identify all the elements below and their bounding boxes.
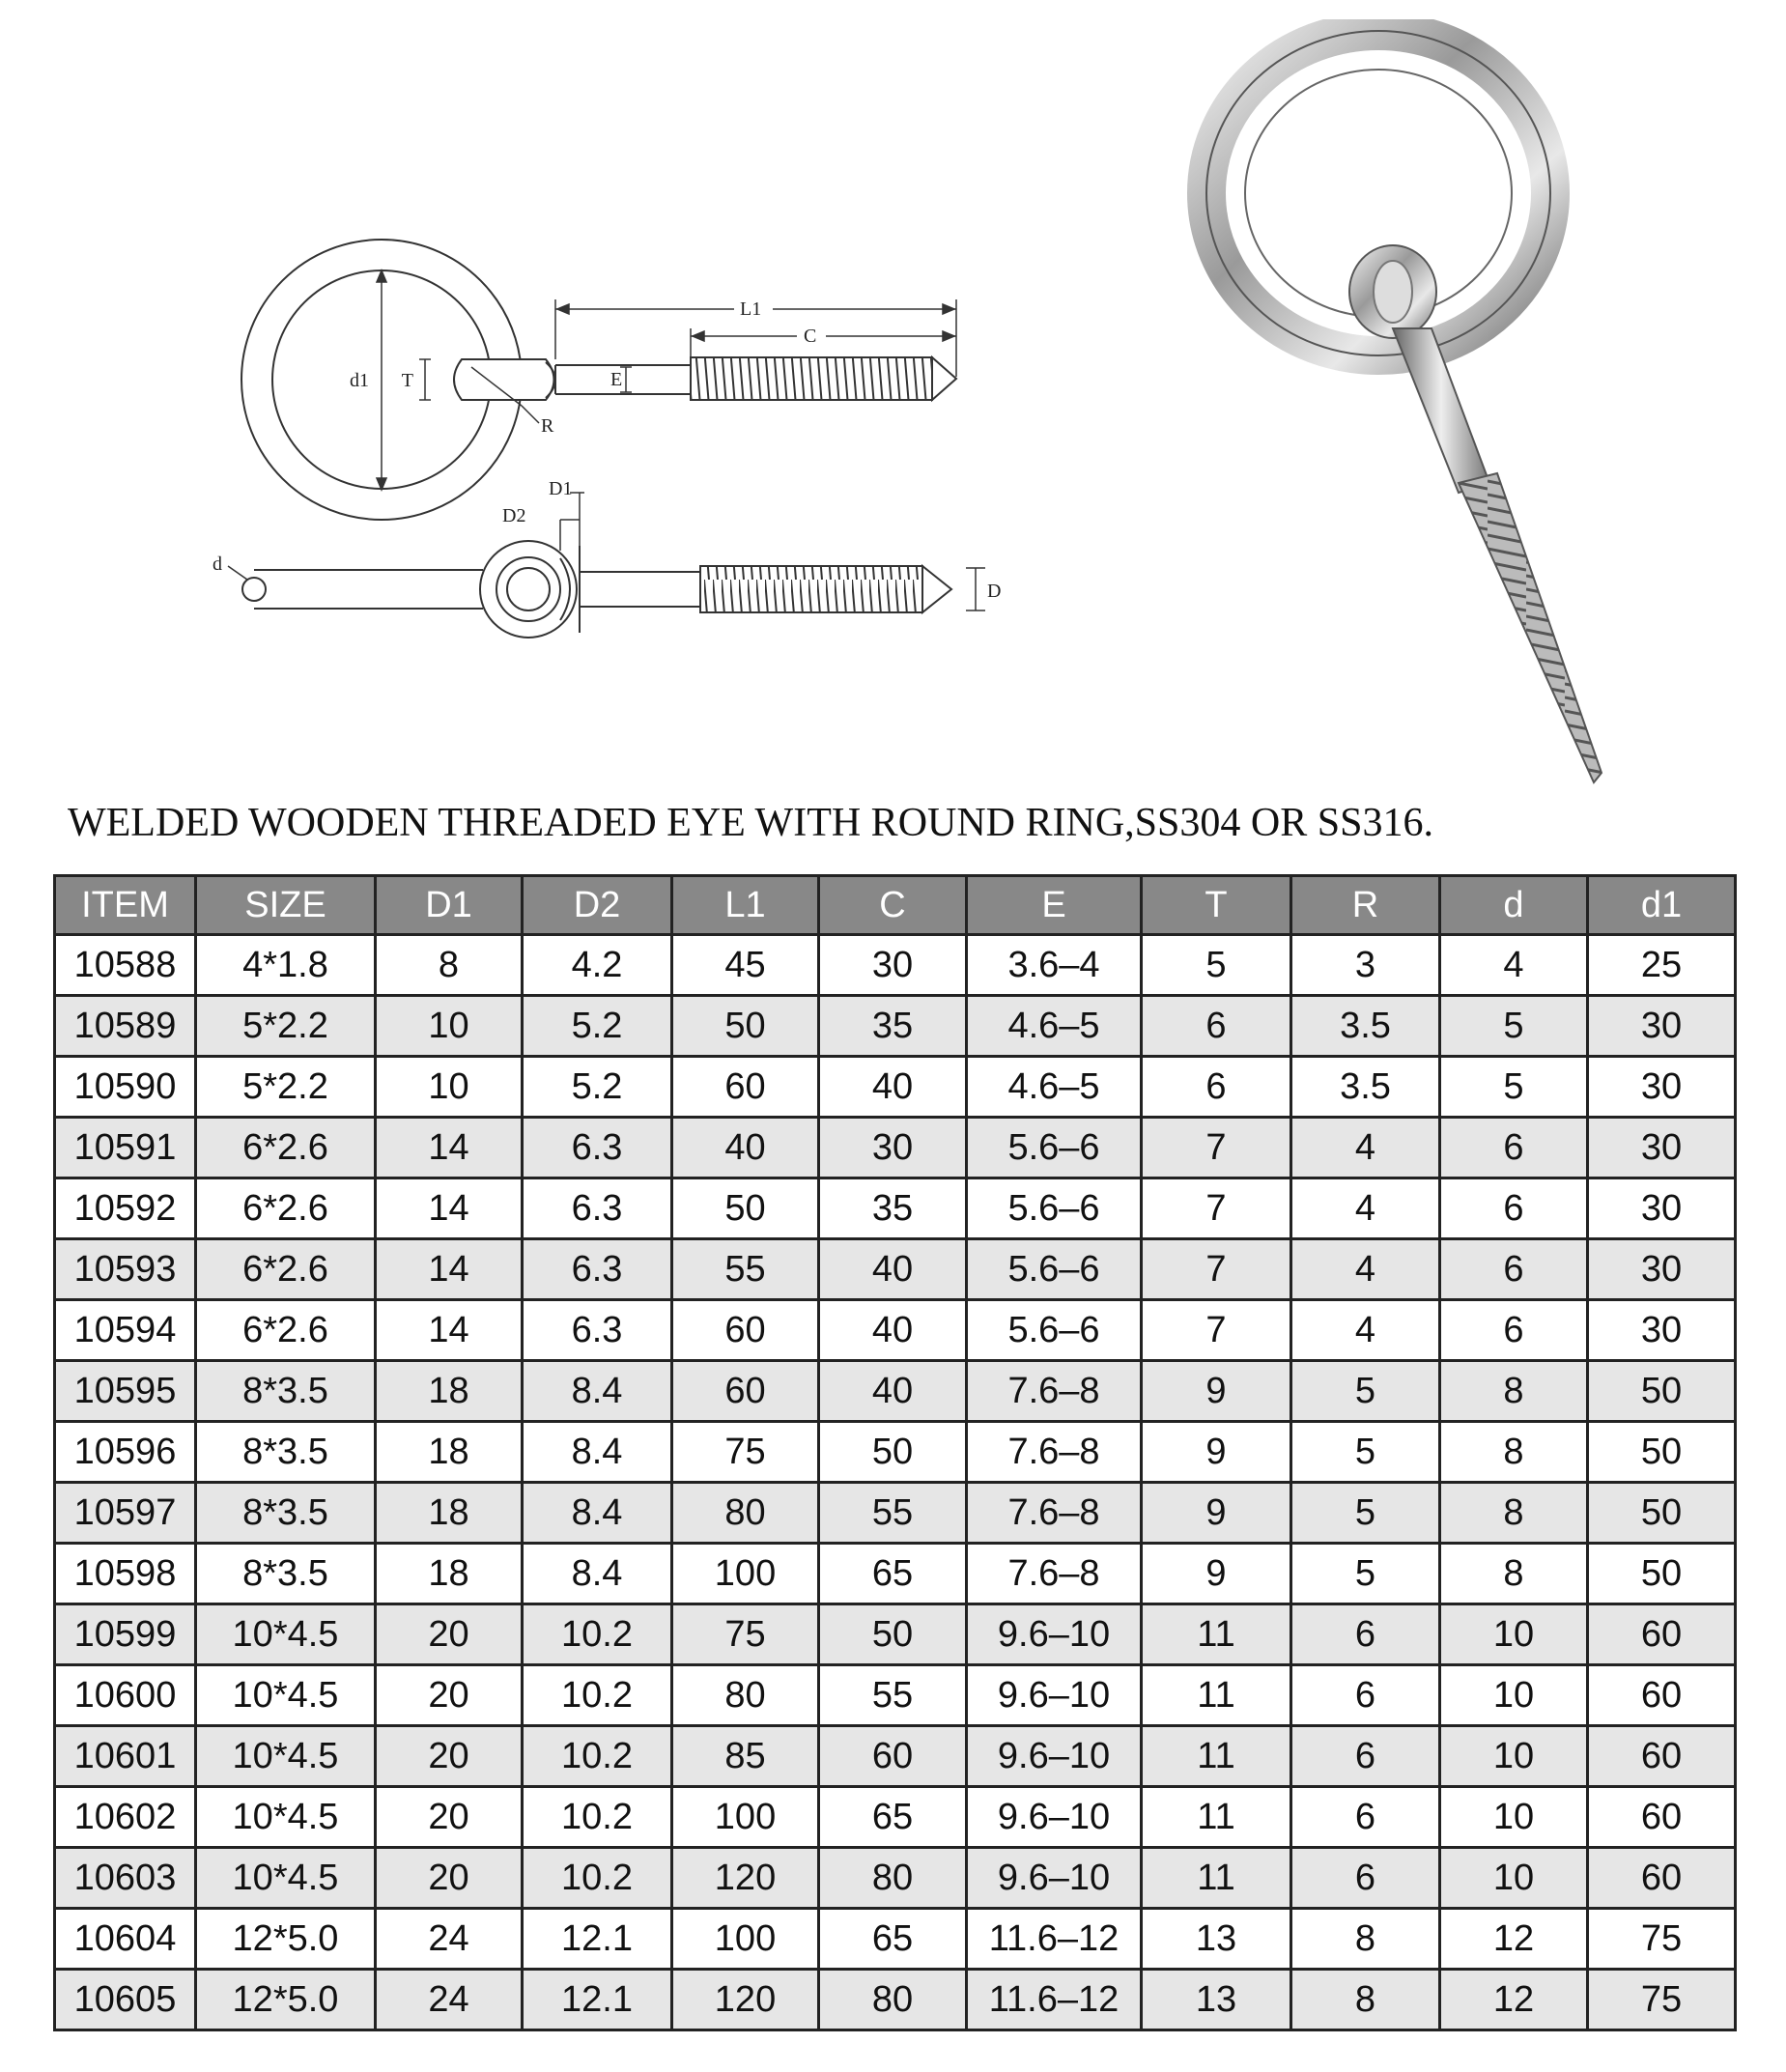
table-cell: 24 <box>376 1970 523 2030</box>
table-cell: 10.2 <box>523 1604 672 1665</box>
table-cell: 6.3 <box>523 1178 672 1239</box>
table-cell: 14 <box>376 1239 523 1300</box>
table-cell: 60 <box>672 1361 819 1422</box>
table-cell: 8 <box>1291 1909 1440 1970</box>
table-cell: 5*2.2 <box>196 996 376 1057</box>
table-row <box>55 1665 1736 1726</box>
header-d2: D2 <box>523 876 672 935</box>
table-cell: 10 <box>1440 1848 1588 1909</box>
table-cell: 50 <box>1588 1483 1736 1544</box>
table-row <box>55 1178 1736 1239</box>
label-C: C <box>804 326 817 347</box>
table-cell: 65 <box>819 1909 967 1970</box>
table-cell: 11 <box>1142 1665 1291 1726</box>
table-cell: 8.4 <box>523 1422 672 1483</box>
table-cell: 6.3 <box>523 1300 672 1361</box>
table-cell: 10589 <box>55 996 196 1057</box>
table-cell: 4 <box>1291 1239 1440 1300</box>
table-cell: 8 <box>1291 1970 1440 2030</box>
table-cell: 85 <box>672 1726 819 1787</box>
table-cell: 5 <box>1142 935 1291 996</box>
table-cell: 6 <box>1142 996 1291 1057</box>
table-cell: 9.6–10 <box>967 1787 1142 1848</box>
table-cell: 20 <box>376 1787 523 1848</box>
table-row <box>55 1848 1736 1909</box>
table-cell: 4 <box>1291 1178 1440 1239</box>
table-cell: 12 <box>1440 1909 1588 1970</box>
table-cell: 12*5.0 <box>196 1970 376 2030</box>
table-row <box>55 935 1736 996</box>
table-cell: 10*4.5 <box>196 1787 376 1848</box>
table-cell: 8*3.5 <box>196 1361 376 1422</box>
table-cell: 7 <box>1142 1300 1291 1361</box>
dim-d1 <box>377 270 386 490</box>
product-photo <box>1140 19 1681 811</box>
header-c: C <box>819 876 967 935</box>
table-cell: 3 <box>1291 935 1440 996</box>
table-cell: 10593 <box>55 1239 196 1300</box>
table-cell: 5 <box>1440 996 1588 1057</box>
table-cell: 6*2.6 <box>196 1118 376 1178</box>
table-cell: 40 <box>819 1361 967 1422</box>
table-cell: 8 <box>1440 1361 1588 1422</box>
header-r: R <box>1291 876 1440 935</box>
table-cell: 6 <box>1440 1300 1588 1361</box>
table-cell: 8 <box>1440 1544 1588 1604</box>
side-view <box>242 541 700 638</box>
table-cell: 3.6–4 <box>967 935 1142 996</box>
table-cell: 5.6–6 <box>967 1300 1142 1361</box>
table-cell: 20 <box>376 1848 523 1909</box>
table-row <box>55 996 1736 1057</box>
table-cell: 80 <box>819 1970 967 2030</box>
label-d: d <box>213 553 222 575</box>
table-cell: 10.2 <box>523 1787 672 1848</box>
table-cell: 60 <box>819 1726 967 1787</box>
table-cell: 13 <box>1142 1970 1291 2030</box>
label-d1: d1 <box>350 370 369 391</box>
table-cell: 7 <box>1142 1118 1291 1178</box>
table-cell: 6 <box>1291 1726 1440 1787</box>
table-cell: 10.2 <box>523 1726 672 1787</box>
table-cell: 10595 <box>55 1361 196 1422</box>
table-cell: 10599 <box>55 1604 196 1665</box>
table-cell: 13 <box>1142 1909 1291 1970</box>
table-cell: 30 <box>1588 1057 1736 1118</box>
table-cell: 4 <box>1291 1118 1440 1178</box>
table-cell: 9 <box>1142 1361 1291 1422</box>
table-cell: 9.6–10 <box>967 1604 1142 1665</box>
table-cell: 6 <box>1291 1665 1440 1726</box>
table-cell: 60 <box>1588 1848 1736 1909</box>
table-cell: 10597 <box>55 1483 196 1544</box>
table-cell: 4.2 <box>523 935 672 996</box>
table-cell: 6 <box>1291 1848 1440 1909</box>
table-cell: 11 <box>1142 1848 1291 1909</box>
table-cell: 40 <box>672 1118 819 1178</box>
label-D1: D1 <box>549 478 573 499</box>
table-cell: 5.2 <box>523 996 672 1057</box>
dim-T <box>419 359 431 400</box>
table-cell: 12.1 <box>523 1970 672 2030</box>
table-cell: 10594 <box>55 1300 196 1361</box>
table-cell: 50 <box>1588 1544 1736 1604</box>
spec-table <box>53 874 1737 2031</box>
table-cell: 7 <box>1142 1239 1291 1300</box>
table-cell: 7 <box>1142 1178 1291 1239</box>
table-cell: 8*3.5 <box>196 1544 376 1604</box>
table-cell: 50 <box>819 1422 967 1483</box>
table-cell: 9.6–10 <box>967 1726 1142 1787</box>
label-D: D <box>987 581 1002 602</box>
table-cell: 5.2 <box>523 1057 672 1118</box>
table-cell: 24 <box>376 1909 523 1970</box>
table-row <box>55 1483 1736 1544</box>
table-cell: 4*1.8 <box>196 935 376 996</box>
header-item: ITEM <box>55 876 196 935</box>
product-caption: WELDED WOODEN THREADED EYE WITH ROUND RING,SS304 OR SS316. <box>68 801 1433 845</box>
table-cell: 14 <box>376 1118 523 1178</box>
label-R: R <box>541 415 554 437</box>
table-cell: 20 <box>376 1726 523 1787</box>
table-cell: 10 <box>1440 1726 1588 1787</box>
table-row <box>55 1118 1736 1178</box>
table-cell: 20 <box>376 1604 523 1665</box>
table-row <box>55 1361 1736 1422</box>
table-cell: 55 <box>672 1239 819 1300</box>
table-cell: 9 <box>1142 1544 1291 1604</box>
eye-boss <box>454 359 555 406</box>
table-cell: 8 <box>376 935 523 996</box>
table-cell: 35 <box>819 996 967 1057</box>
table-cell: 50 <box>1588 1361 1736 1422</box>
table-cell: 8 <box>1440 1483 1588 1544</box>
table-cell: 6 <box>1440 1239 1588 1300</box>
table-cell: 50 <box>819 1604 967 1665</box>
table-cell: 10588 <box>55 935 196 996</box>
table-cell: 11 <box>1142 1726 1291 1787</box>
table-row <box>55 1909 1736 1970</box>
table-cell: 12*5.0 <box>196 1909 376 1970</box>
table-cell: 75 <box>672 1422 819 1483</box>
table-cell: 10591 <box>55 1118 196 1178</box>
table-cell: 14 <box>376 1178 523 1239</box>
table-row <box>55 1300 1736 1361</box>
table-cell: 18 <box>376 1483 523 1544</box>
table-cell: 10603 <box>55 1848 196 1909</box>
table-cell: 45 <box>672 935 819 996</box>
table-cell: 6 <box>1291 1604 1440 1665</box>
shank <box>555 365 691 394</box>
dim-D1-D2 <box>560 493 584 551</box>
table-header-row <box>55 876 1736 935</box>
table-cell: 10*4.5 <box>196 1848 376 1909</box>
table-cell: 12 <box>1440 1970 1588 2030</box>
table-cell: 75 <box>1588 1970 1736 2030</box>
table-cell: 4 <box>1291 1300 1440 1361</box>
header-l1: L1 <box>672 876 819 935</box>
table-cell: 6 <box>1291 1787 1440 1848</box>
table-cell: 6 <box>1142 1057 1291 1118</box>
table-cell: 120 <box>672 1848 819 1909</box>
table-cell: 10590 <box>55 1057 196 1118</box>
table-cell: 5 <box>1291 1544 1440 1604</box>
dim-D <box>966 568 985 610</box>
table-cell: 8.4 <box>523 1483 672 1544</box>
label-E: E <box>610 369 623 390</box>
table-cell: 6 <box>1440 1118 1588 1178</box>
table-row <box>55 1239 1736 1300</box>
table-cell: 30 <box>1588 1300 1736 1361</box>
table-cell: 30 <box>1588 996 1736 1057</box>
table-cell: 10601 <box>55 1726 196 1787</box>
table-row <box>55 1726 1736 1787</box>
table-cell: 6*2.6 <box>196 1239 376 1300</box>
table-cell: 6*2.6 <box>196 1178 376 1239</box>
table-cell: 10 <box>376 996 523 1057</box>
table-cell: 10600 <box>55 1665 196 1726</box>
table-cell: 11 <box>1142 1787 1291 1848</box>
table-row <box>55 1604 1736 1665</box>
table-cell: 18 <box>376 1361 523 1422</box>
table-cell: 30 <box>1588 1118 1736 1178</box>
table-cell: 80 <box>819 1848 967 1909</box>
table-cell: 8.4 <box>523 1544 672 1604</box>
table-cell: 65 <box>819 1544 967 1604</box>
table-cell: 10596 <box>55 1422 196 1483</box>
table-cell: 6*2.6 <box>196 1300 376 1361</box>
table-cell: 60 <box>1588 1604 1736 1665</box>
table-row <box>55 1544 1736 1604</box>
table-cell: 7.6–8 <box>967 1361 1142 1422</box>
table-cell: 40 <box>819 1300 967 1361</box>
table-cell: 10 <box>1440 1665 1588 1726</box>
table-cell: 80 <box>672 1483 819 1544</box>
table-cell: 4.6–5 <box>967 996 1142 1057</box>
header-e: E <box>967 876 1142 935</box>
table-cell: 8 <box>1440 1422 1588 1483</box>
table-cell: 65 <box>819 1787 967 1848</box>
table-cell: 60 <box>672 1057 819 1118</box>
table-cell: 10.2 <box>523 1848 672 1909</box>
table-cell: 11.6–12 <box>967 1970 1142 2030</box>
header-t: T <box>1142 876 1291 935</box>
table-cell: 100 <box>672 1787 819 1848</box>
table-cell: 40 <box>819 1057 967 1118</box>
table-cell: 25 <box>1588 935 1736 996</box>
table-cell: 10 <box>1440 1604 1588 1665</box>
product-figure <box>0 0 1786 811</box>
table-body <box>55 935 1736 2030</box>
table-cell: 10.2 <box>523 1665 672 1726</box>
table-cell: 10 <box>1440 1787 1588 1848</box>
table-cell: 6.3 <box>523 1239 672 1300</box>
table-cell: 10605 <box>55 1970 196 2030</box>
table-cell: 30 <box>1588 1239 1736 1300</box>
table-cell: 5.6–6 <box>967 1118 1142 1178</box>
table-cell: 11.6–12 <box>967 1909 1142 1970</box>
table-cell: 10602 <box>55 1787 196 1848</box>
thread-side <box>700 566 951 612</box>
header-d1: d1 <box>1588 876 1736 935</box>
label-D2: D2 <box>502 505 526 526</box>
table-cell: 9.6–10 <box>967 1848 1142 1909</box>
header-d: d <box>1440 876 1588 935</box>
table-cell: 55 <box>819 1483 967 1544</box>
technical-drawing <box>0 0 1140 792</box>
table-cell: 5.6–6 <box>967 1178 1142 1239</box>
table-cell: 50 <box>672 1178 819 1239</box>
table-cell: 100 <box>672 1544 819 1604</box>
table-cell: 10*4.5 <box>196 1726 376 1787</box>
table-cell: 10598 <box>55 1544 196 1604</box>
table-cell: 35 <box>819 1178 967 1239</box>
table-cell: 60 <box>1588 1787 1736 1848</box>
table-cell: 7.6–8 <box>967 1422 1142 1483</box>
table-cell: 60 <box>1588 1726 1736 1787</box>
table-row <box>55 1970 1736 2030</box>
label-T: T <box>401 370 413 391</box>
table-cell: 10 <box>376 1057 523 1118</box>
header-d1-upper: D1 <box>376 876 523 935</box>
table-cell: 6.3 <box>523 1118 672 1178</box>
table-cell: 60 <box>672 1300 819 1361</box>
table-cell: 30 <box>819 935 967 996</box>
table-cell: 40 <box>819 1239 967 1300</box>
table-cell: 18 <box>376 1544 523 1604</box>
table-cell: 8*3.5 <box>196 1422 376 1483</box>
table-row <box>55 1787 1736 1848</box>
table-row <box>55 1057 1736 1118</box>
table-cell: 5 <box>1291 1483 1440 1544</box>
table-cell: 3.5 <box>1291 1057 1440 1118</box>
table-cell: 18 <box>376 1422 523 1483</box>
label-L1: L1 <box>740 298 762 320</box>
table-cell: 5.6–6 <box>967 1239 1142 1300</box>
table-cell: 120 <box>672 1970 819 2030</box>
header-size: SIZE <box>196 876 376 935</box>
table-cell: 50 <box>672 996 819 1057</box>
table-cell: 100 <box>672 1909 819 1970</box>
thread-top <box>691 357 956 400</box>
table-cell: 10592 <box>55 1178 196 1239</box>
table-cell: 8.4 <box>523 1361 672 1422</box>
table-cell: 75 <box>672 1604 819 1665</box>
table-cell: 60 <box>1588 1665 1736 1726</box>
table-cell: 3.5 <box>1291 996 1440 1057</box>
table-cell: 30 <box>819 1118 967 1178</box>
dim-C <box>691 328 956 357</box>
table-row <box>55 1422 1736 1483</box>
table-cell: 4.6–5 <box>967 1057 1142 1118</box>
table-cell: 4 <box>1440 935 1588 996</box>
table-cell: 20 <box>376 1665 523 1726</box>
table-cell: 50 <box>1588 1422 1736 1483</box>
table-cell: 14 <box>376 1300 523 1361</box>
table-cell: 10604 <box>55 1909 196 1970</box>
table-cell: 6 <box>1440 1178 1588 1239</box>
table-cell: 7.6–8 <box>967 1544 1142 1604</box>
table-cell: 9 <box>1142 1422 1291 1483</box>
table-cell: 11 <box>1142 1604 1291 1665</box>
table-cell: 8*3.5 <box>196 1483 376 1544</box>
table-cell: 5 <box>1440 1057 1588 1118</box>
table-cell: 75 <box>1588 1909 1736 1970</box>
table-cell: 80 <box>672 1665 819 1726</box>
table-cell: 9 <box>1142 1483 1291 1544</box>
table-cell: 12.1 <box>523 1909 672 1970</box>
table-cell: 9.6–10 <box>967 1665 1142 1726</box>
table-cell: 5 <box>1291 1361 1440 1422</box>
table-cell: 7.6–8 <box>967 1483 1142 1544</box>
table-cell: 30 <box>1588 1178 1736 1239</box>
table-cell: 10*4.5 <box>196 1665 376 1726</box>
table-cell: 55 <box>819 1665 967 1726</box>
table-cell: 5*2.2 <box>196 1057 376 1118</box>
table-cell: 10*4.5 <box>196 1604 376 1665</box>
table-cell: 5 <box>1291 1422 1440 1483</box>
